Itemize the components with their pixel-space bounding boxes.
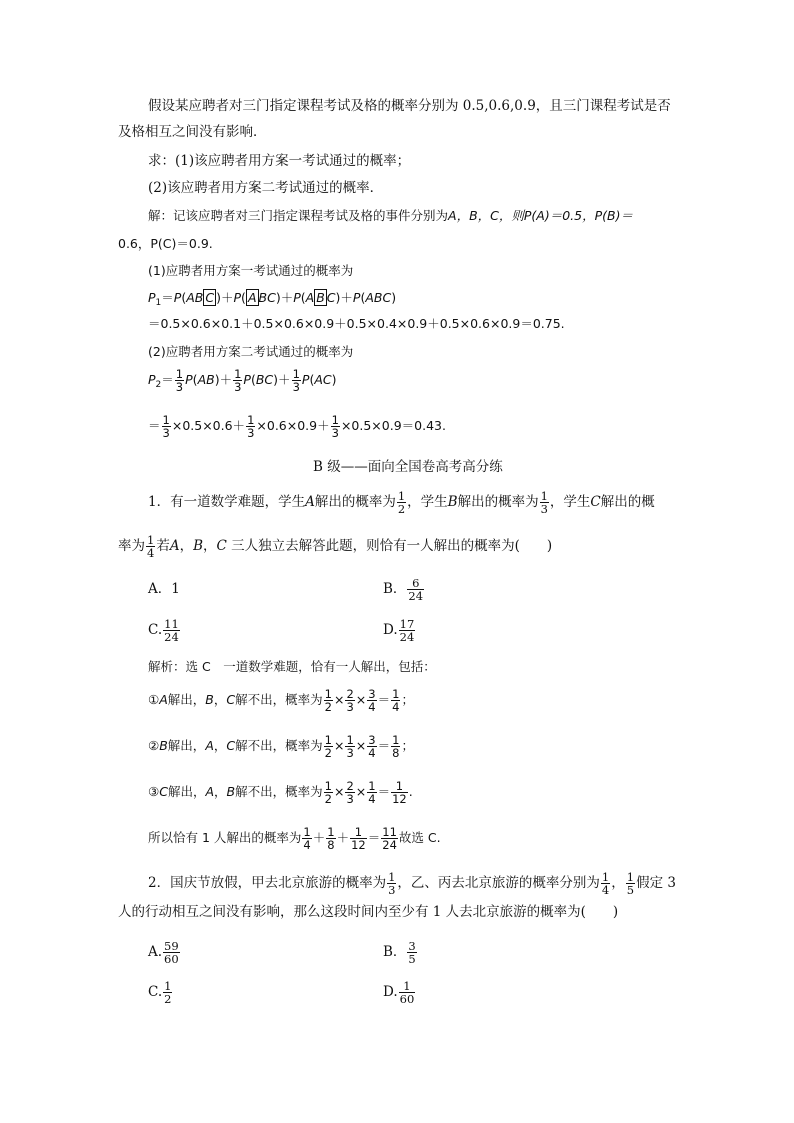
solution-p1-result: ＝0.5×0.6×0.1＋0.5×0.6×0.9＋0.5×0.4×0.9＋0.5×0.6×0.9＝0.75. — [148, 316, 565, 331]
solution-p1-title: (1)应聘者用方案一考试通过的概率为 — [148, 263, 354, 278]
q2-option-d: D. $\frac{1}{60}$ — [383, 979, 415, 1007]
solution-p2-formula: $P_2=$ $\frac{1}{3}$ P(AB)＋ $\frac{1}{3}$ P(BC)＋ $\frac{1}{3}$ P(AC) — [148, 367, 337, 395]
q1-option-b: B． $\frac{6}{24}$ — [383, 576, 424, 604]
section-title: B 级——面向全国卷高考高分练 — [313, 459, 503, 475]
q2-line-1: 2．国庆节放假，甲去北京旅游的概率为 $\frac{1}{3}$ ，乙、丙去北京旅游的概率分别为 $\frac{1}{4}$ ， $\frac{1}{5}$ 假定 3 — [148, 870, 676, 898]
q1-case-2: ②B解出，A，C解不出，概率为 $\frac{1}{2}$ × $\frac{1}{3}$ × $\frac{3}{4}$ ＝ $\frac{1}{8}$ ； — [148, 733, 414, 761]
q1-line-2: 率为 $\frac{1}{4}$ 若A，B，C 三人独立去解答此题，则恰有一人解出的概率为( ) — [118, 533, 553, 561]
q2-option-c: C. $\frac{1}{2}$ — [148, 979, 172, 1007]
q2-line-2: 人的行动相互之间没有影响，那么这段时间内至少有 1 人去北京旅游的概率为( ) — [118, 904, 619, 920]
q1-option-d: D. $\frac{17}{24}$ — [383, 617, 415, 645]
q1-conclusion: 所以恰有 1 人解出的概率为 $\frac{1}{4}$ ＋ $\frac{1}{8}$ ＋ $\frac{1}{12}$ ＝ $\frac{11}{24}$ 故选 C. — [148, 825, 441, 853]
intro-line-1: 假设某应聘者对三门指定课程考试及格的概率分别为 0.5,0.6,0.9，且三门课程考试是否 — [148, 98, 671, 114]
q1-line-1: 1．有一道数学难题，学生A解出的概率为 $\frac{1}{2}$ ，学生B解出的概率为 $\frac{1}{3}$ ，学生C解出的概 — [148, 489, 655, 517]
q1-case-1: ①A解出，B，C解不出，概率为 $\frac{1}{2}$ × $\frac{2}{3}$ × $\frac{3}{4}$ ＝ $\frac{1}{4}$ ； — [148, 687, 414, 715]
intro-question-2: (2)该应聘者用方案二考试通过的概率． — [148, 180, 384, 196]
q1-analysis: 解析：选 C 一道数学难题，恰有一人解出，包括： — [148, 659, 436, 674]
q1-case-3: ③C解出，A，B解不出，概率为 $\frac{1}{2}$ × $\frac{2}{3}$ × $\frac{1}{4}$ ＝ $\frac{1}{12}$ . — [148, 779, 413, 807]
solution-line-2: 0.6，P(C)＝0.9. — [118, 236, 213, 251]
q2-option-b: B． $\frac{3}{5}$ — [383, 939, 416, 967]
q1-option-c: C. $\frac{11}{24}$ — [148, 617, 179, 645]
intro-line-2: 及格相互之间没有影响． — [118, 124, 267, 140]
solution-line-1: 解：记该应聘者对三门指定课程考试及格的事件分别为A，B，C，则P(A)＝0.5，P(B)＝ — [148, 208, 633, 223]
q1-option-a: A．1 — [148, 581, 180, 597]
intro-question-1: 求：(1)该应聘者用方案一考试通过的概率； — [148, 153, 411, 169]
q2-option-a: A. $\frac{59}{60}$ — [148, 939, 179, 967]
solution-p1-formula: $P_1=P(AB$ C )＋P( A BC)＋P(A B C)＋P(ABC) — [148, 290, 397, 308]
solution-p2-result: ＝ $\frac{1}{3}$ ×0.5×0.6＋ $\frac{1}{3}$ ×0.6×0.9＋ $\frac{1}{3}$ ×0.5×0.9＝0.43. — [148, 413, 446, 441]
solution-p2-title: (2)应聘者用方案二考试通过的概率为 — [148, 344, 354, 359]
